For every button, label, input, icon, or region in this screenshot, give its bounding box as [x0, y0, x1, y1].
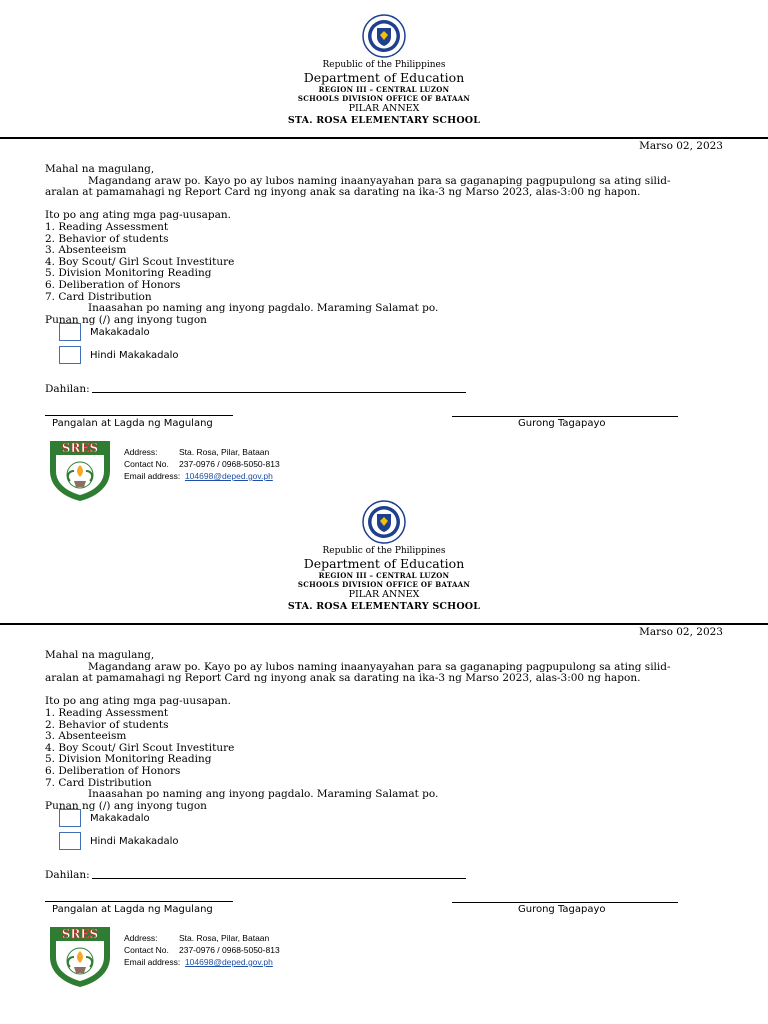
- agenda-item: 5. Division Monitoring Reading: [45, 753, 212, 766]
- agenda-item: 6. Deliberation of Honors: [45, 278, 181, 291]
- paragraph-line-1: Magandang araw po. Kayo po ay lubos naming inaanyayahan para sa gaganaping pagpupulong sa ating silid-: [88, 174, 671, 187]
- region-line: REGION III – CENTRAL LUZON: [318, 85, 450, 94]
- logo-lettering: SRES: [61, 441, 99, 455]
- letter-date: Marso 02, 2023: [639, 140, 723, 152]
- letter-body: [45, 164, 725, 326]
- parent-signature-label: Pangalan at Lagda ng Magulang: [52, 904, 213, 915]
- agenda-intro: Ito po ang ating mga pag-uusapan.: [45, 695, 231, 708]
- response-instruction: Punan ng (/) ang inyong tugon: [45, 313, 207, 326]
- parent-signature-line[interactable]: [45, 415, 233, 416]
- annex-line: PILAR ANNEX: [348, 103, 420, 114]
- adviser-signature-line[interactable]: [452, 902, 678, 903]
- invitation-letter-2: [0, 496, 768, 982]
- contact-label: Contact No.: [124, 459, 169, 469]
- not-attend-checkbox[interactable]: [59, 832, 81, 850]
- deped-seal-icon: [362, 500, 406, 544]
- not-attend-checkbox[interactable]: [59, 346, 81, 364]
- agenda-item: 3. Absenteeism: [45, 730, 127, 743]
- paragraph-line-2: aralan at pamamahagi ng Report Card ng inyong anak sa darating na ika-3 ng Marso 2023, alas-3:00 ng hapon.: [45, 672, 641, 685]
- parent-signature-line[interactable]: [45, 901, 233, 902]
- school-name: STA. ROSA ELEMENTARY SCHOOL: [287, 115, 481, 126]
- reason-label: Dahilan:: [45, 869, 90, 881]
- paragraph-line-1: Magandang araw po. Kayo po ay lubos naming inaanyayahan para sa gaganaping pagpupulong sa ating silid-: [88, 660, 671, 673]
- department-title: Department of Education: [303, 70, 465, 85]
- reason-label: Dahilan:: [45, 383, 90, 395]
- contact-block: [124, 446, 280, 482]
- deped-seal-icon: [362, 14, 406, 58]
- agenda-item: 5. Division Monitoring Reading: [45, 267, 212, 280]
- division-line: SCHOOLS DIVISION OFFICE OF BATAAN: [297, 580, 471, 589]
- agenda-item: 7. Card Distribution: [45, 776, 152, 789]
- closing-line: Inaasahan po naming ang inyong pagdalo. Maraming Salamat po.: [88, 302, 439, 315]
- republic-line: Republic of the Philippines: [322, 546, 446, 556]
- attend-label: Makakadalo: [90, 327, 150, 338]
- email-label: Email address:: [124, 957, 181, 967]
- contact-label: Contact No.: [124, 945, 169, 955]
- email-link[interactable]: 104698@deped.gov.ph: [184, 957, 273, 967]
- paragraph-line-2: aralan at pamamahagi ng Report Card ng inyong anak sa darating na ika-3 ng Marso 2023, alas-3:00 ng hapon.: [45, 186, 641, 199]
- region-line: REGION III – CENTRAL LUZON: [318, 571, 450, 580]
- school-logo-icon: [44, 921, 116, 989]
- contact-block: [124, 932, 280, 968]
- agenda-item: 4. Boy Scout/ Girl Scout Investiture: [45, 255, 235, 268]
- parent-signature-label: Pangalan at Lagda ng Magulang: [52, 418, 213, 429]
- agenda-item: 2. Behavior of students: [45, 232, 169, 245]
- header-divider: [0, 137, 768, 139]
- invitation-letter-1: [0, 10, 768, 496]
- division-line: SCHOOLS DIVISION OFFICE OF BATAAN: [297, 94, 471, 103]
- agenda-item: 4. Boy Scout/ Girl Scout Investiture: [45, 741, 235, 754]
- header-divider: [0, 623, 768, 625]
- agenda-item: 7. Card Distribution: [45, 290, 152, 303]
- closing-line: Inaasahan po naming ang inyong pagdalo. Maraming Salamat po.: [88, 788, 439, 801]
- email-label: Email address:: [124, 471, 181, 481]
- department-title: Department of Education: [303, 556, 465, 571]
- agenda-item: 6. Deliberation of Honors: [45, 764, 181, 777]
- logo-lettering: SRES: [61, 927, 99, 941]
- agenda-item: 1. Reading Assessment: [45, 220, 169, 233]
- reason-field[interactable]: [92, 392, 466, 393]
- attend-checkbox[interactable]: [59, 809, 81, 827]
- address-value: Sta. Rosa, Pilar, Bataan: [179, 447, 270, 457]
- adviser-signature-line[interactable]: [452, 416, 678, 417]
- attend-checkbox[interactable]: [59, 323, 81, 341]
- letter-date: Marso 02, 2023: [639, 626, 723, 638]
- attend-label: Makakadalo: [90, 813, 150, 824]
- agenda-item: 2. Behavior of students: [45, 718, 169, 731]
- contact-value: 237-0976 / 0968-5050-813: [179, 459, 280, 469]
- letter-body: [45, 650, 725, 812]
- not-attend-label: Hindi Makakadalo: [90, 350, 179, 361]
- school-name: STA. ROSA ELEMENTARY SCHOOL: [287, 601, 481, 612]
- annex-line: PILAR ANNEX: [348, 589, 420, 600]
- address-value: Sta. Rosa, Pilar, Bataan: [179, 933, 270, 943]
- contact-value: 237-0976 / 0968-5050-813: [179, 945, 280, 955]
- response-instruction: Punan ng (/) ang inyong tugon: [45, 799, 207, 812]
- school-logo-icon: [44, 435, 116, 503]
- not-attend-label: Hindi Makakadalo: [90, 836, 179, 847]
- republic-line: Republic of the Philippines: [322, 60, 446, 70]
- salutation: Mahal na magulang,: [45, 649, 155, 661]
- adviser-signature-label: Gurong Tagapayo: [518, 418, 606, 429]
- salutation: Mahal na magulang,: [45, 163, 155, 175]
- agenda-item: 1. Reading Assessment: [45, 706, 169, 719]
- adviser-signature-label: Gurong Tagapayo: [518, 904, 606, 915]
- address-label: Address:: [124, 447, 158, 457]
- agenda-intro: Ito po ang ating mga pag-uusapan.: [45, 209, 231, 222]
- address-label: Address:: [124, 933, 158, 943]
- reason-field[interactable]: [92, 878, 466, 879]
- email-link[interactable]: 104698@deped.gov.ph: [184, 471, 273, 481]
- agenda-item: 3. Absenteeism: [45, 244, 127, 257]
